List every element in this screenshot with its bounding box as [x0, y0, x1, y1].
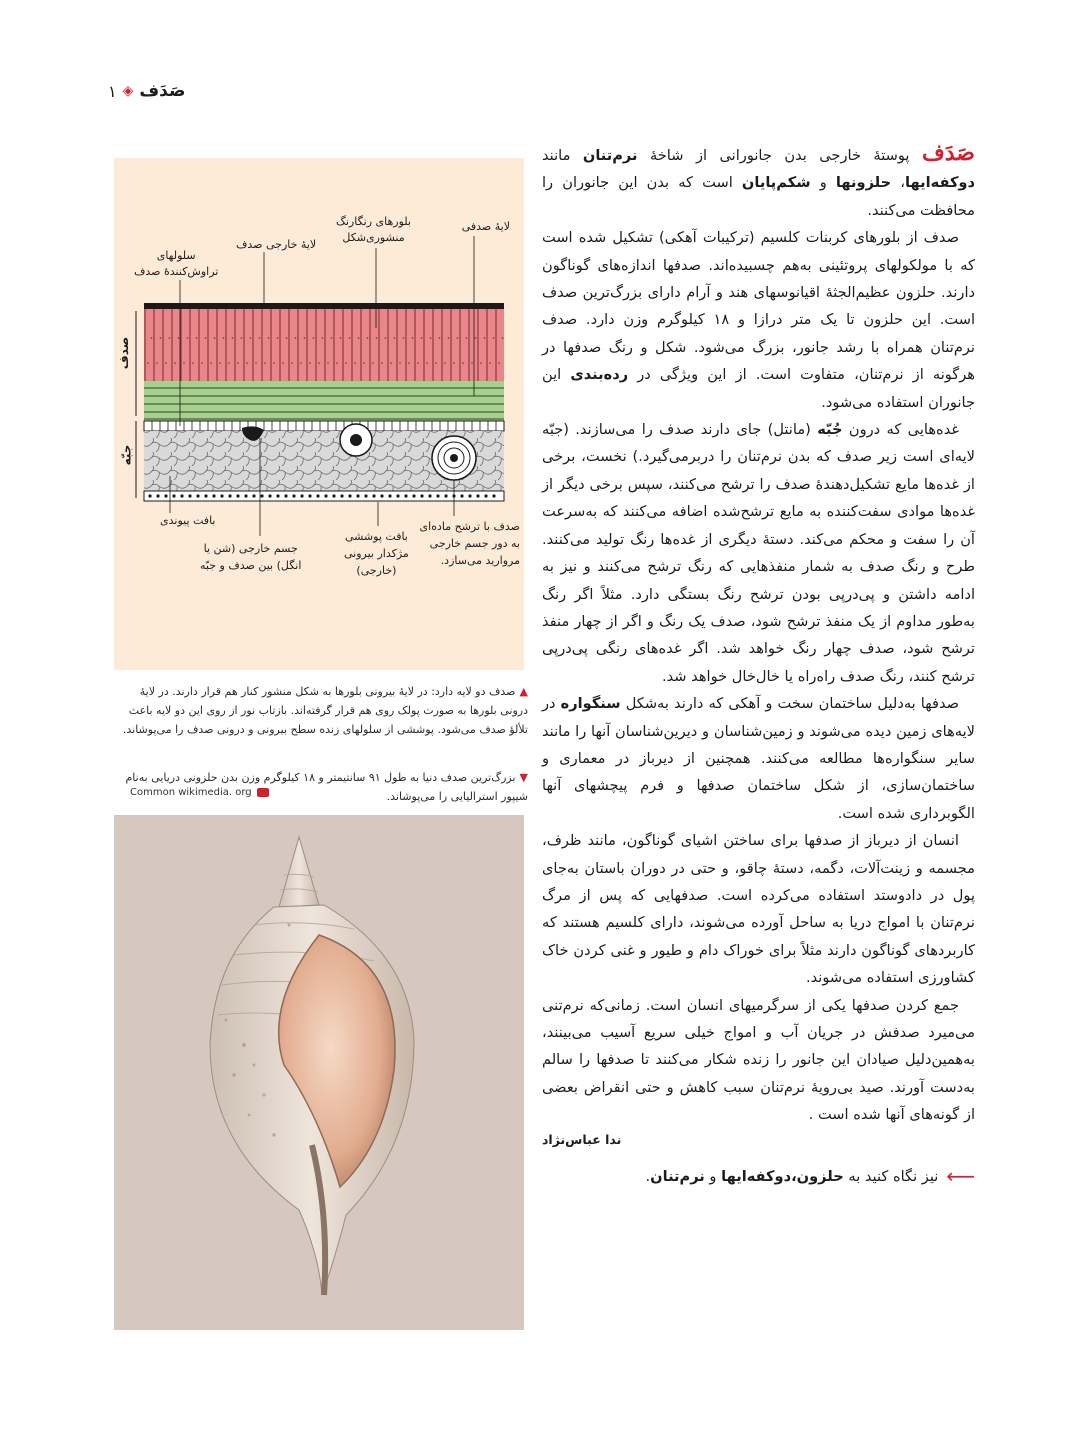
side-label-mantle: جبّه: [119, 444, 134, 466]
side-label-shell: صدف: [117, 336, 132, 370]
paragraph-4: [542, 690, 975, 827]
triangle-down-icon: ▼: [519, 771, 528, 784]
label-epithelium: [344, 528, 409, 579]
arrow-left-icon: ⟵: [946, 1164, 975, 1189]
label-pearl-line: صدف با ترشح ماده‌ای: [419, 520, 520, 533]
label-nacre: لایۀ صدفی: [461, 220, 510, 233]
crossref-term[interactable]: سنگواره: [560, 695, 621, 713]
label-connective: بافت پیوندی: [160, 514, 216, 527]
article-body: [542, 140, 975, 1190]
crossref-term[interactable]: دوکفه‌ایها: [905, 174, 975, 192]
paragraph-5: انسان از دیرباز از صدفها برای ساختن اشیای گوناگون، مانند ظرف، مجسمه و زینت‌آلات، دگمه، دستۀ چاقو، و حتی در دوران باستان به‌جای پول در دادوستد استفاده می‌کرده است. صدفهایی که پس از مرگ نرم‌تنان با امواج دریا به ساحل آورده می‌شوند، دارای کلسیم هستند که کاربردهای گوناگون دارند مثلاً برای خوراک دام و طیور و غنی کردن خاک کشاورزی استفاده می‌شوند.: [542, 832, 975, 987]
running-head: [108, 78, 185, 104]
text-run: این جانوران استفاده می‌شود.: [542, 366, 975, 411]
photo-credit: [130, 787, 269, 798]
paragraph-1: [542, 140, 975, 224]
see-also: [542, 1163, 975, 1190]
caption-text: صدف دو لایه دارد: در لایۀ بیرونی بلورها به شکل منشور کنار هم قرار دارند. در لایۀ درونی بلورها به صورت پولک روی هم قرار گرفته‌اند. بازتاب نور از روی این دو لایه باعث تلألؤ صدف می‌شود. پوششی از سلولهای زنده سطح بیرونی و درونی صدف را می‌پوشاند.: [122, 685, 528, 736]
caption-text: بزرگ‌ترین صدف دنیا به طول ۹۱ سانتیمتر و ۱۸ کیلوگرم وزن بدن حلزونی دریایی به‌نام شیپور استرالیایی را می‌پوشاند.: [125, 771, 528, 803]
text-run: صدف از بلورهای کربنات کلسیم (ترکیبات آهکی) تشکیل شده است که با مولکولهای پروتئینی به‌هم چسبیده‌اند. صدفها اندازه‌های گوناگون دارند. حلزون عظیم‌الجثۀ اقیانوسهای هند و آرام دارای بزرگ‌ترین صدف است. این حلزون تا یک متر درازا و ۱۸ کیلوگرم وزن دارد. صدف نرم‌تنان همراه با رشد جانور، بزرگ می‌شود. شکل و رنگ صدفها در هرگونه از نرم‌تنان، متفاوت است. از این ویژگی در: [542, 229, 975, 384]
label-foreign-line: انگل) بین صدف و جبّه: [200, 559, 302, 572]
label-outer-layer: لایۀ خارجی صدف: [236, 238, 317, 251]
paragraph-3: [542, 416, 975, 690]
label-pearl: [420, 518, 520, 569]
text-run: در لایه‌های زمین دیده می‌شوند و زمین‌شناسان و دیرین‌شناسان آنها را مانند سایر سنگواره‌ها مطالعه می‌کنند. همچنین از دیرباز در معماری و ساختمان‌سازی، از شکل ساختمان صدفها و فرم پیچشهای آنها الگوبرداری شده است.: [542, 695, 975, 822]
crossref-term[interactable]: شکم‌پایان: [741, 174, 811, 192]
text-run: نیز نگاه کنید به: [843, 1167, 939, 1185]
crossref-term[interactable]: حلزونها: [835, 174, 892, 192]
secreting-cells: [144, 421, 504, 431]
running-head-title: صَدَف: [139, 81, 186, 101]
text-run: صدفها به‌دلیل ساختمان سخت و آهکی که دارند به‌شکل: [620, 695, 960, 713]
crossref-term[interactable]: نرم‌تنان: [650, 1167, 705, 1185]
label-prism: [336, 214, 411, 246]
label-epith-line: (خارجی): [356, 564, 397, 577]
text-run: ،: [891, 174, 905, 192]
label-cells-line: سلولهای: [156, 249, 196, 262]
paragraph-6: جمع کردن صدفها یکی از سرگرمیهای انسان است. زمانی‌که نرم‌تنی می‌میرد صدفش در جریان آب و امواج خیلی سریع آسیب می‌بینند، به‌همین‌دلیل صیادان این جانور را زنده شکار می‌کنند تا صدفها را سالم به‌دست آورند. صید بی‌رویۀ نرم‌تنان سبب کاهش و حتی انقراض بعضی از گونه‌های آنها شده است .: [542, 996, 975, 1124]
label-secreting-cells: [134, 248, 218, 280]
camera-icon: [257, 788, 269, 797]
entry-title: صَدَف: [921, 140, 975, 166]
text-run: غده‌هایی که درون: [842, 421, 959, 439]
page-number: ۱: [108, 81, 117, 101]
label-epith-line: مژکدار بیرونی: [344, 547, 409, 560]
label-pearl-line: به دور جسم خارجی: [429, 537, 520, 550]
text-run: است که بدن این جانوران را محافظت می‌کنند.: [542, 174, 975, 219]
shell-spire: [279, 837, 319, 907]
label-foreign-line: جسم خارجی (شن یا: [203, 542, 298, 555]
diamond-icon: ◈: [122, 83, 134, 99]
crossref-term[interactable]: نرم‌تنان: [582, 147, 638, 164]
credit-text: Common wikimedia. org: [130, 787, 252, 798]
shell-photo: [114, 815, 524, 1330]
crossref-term[interactable]: حلزون،دوکفه‌ایها: [721, 1167, 844, 1185]
shell-cross-section-diagram: [114, 158, 524, 670]
diagram-caption: [114, 682, 528, 739]
triangle-up-icon: ▲: [519, 685, 528, 698]
pearl-core: [450, 454, 458, 462]
prism-lines: [144, 309, 504, 381]
label-cells-line: تراوش‌کنندۀ صدف: [134, 265, 219, 278]
label-pearl-line: مروارید می‌سازد.: [440, 554, 520, 567]
label-prism-line: منشوری‌شکل: [342, 231, 405, 244]
diagram-svg: [114, 158, 524, 670]
see-also-text: [646, 1163, 939, 1190]
crossref-term[interactable]: جُبّه: [817, 421, 843, 439]
text-run: و: [704, 1167, 722, 1185]
shell-illustration: [114, 815, 524, 1330]
label-prism-line: بلورهای رنگارنگ: [336, 215, 411, 228]
text-run: (مانتل) جای دارند صدف را می‌سازند. (جبّه لایه‌ای است زیر صدف که بدن نرم‌تنان را دربرمی‌گیرد.) نخست، برخی از غده‌ها مایع تشکیل‌دهندۀ صدف را ترشح می‌کنند، سپس برخی دیگر از غده‌ها موادی سفت‌کننده به مایع ترشح‌شده اضافه می‌کنند که به‌سرعت آن را سفت و محکم می‌کند. دستۀ دیگری از غده‌ها رنگ تولید می‌کنند. طرح و رنگ صدف به شمار منفذهایی که رنگ ترشح می‌کنند و نیز به ادامه داشتن و پی‌درپی بودن ترشح رنگ بستگی دارد. مثلاً اگر رنگ به‌طور مداوم از یک منفذ ترشح شود، صدف یک رنگ و اگر از چهار منفذ ترشح شود، صدف چهار رنگ خواهد شد. اگر غده‌های رنگی پی‌درپی ترشح کنند، رنگ صدف راه‌راه یا خال‌خال خواهد شد.: [542, 421, 975, 685]
crossref-term[interactable]: رده‌بندی: [570, 366, 629, 384]
text-run: و: [810, 174, 836, 192]
pearl-core: [350, 434, 362, 446]
label-foreign-body: [200, 540, 301, 574]
label-epith-line: بافت پوششی: [344, 530, 408, 543]
outer-layer: [144, 303, 504, 309]
text-run: .: [645, 1167, 651, 1185]
text-run: مانند: [542, 147, 583, 164]
paragraph-2: [542, 224, 975, 416]
nacre-layer: [144, 381, 504, 421]
author-name: ندا عباس‌نژاد: [542, 1131, 622, 1147]
text-run: پوستۀ خارجی بدن جانورانی از شاخۀ: [637, 147, 922, 164]
